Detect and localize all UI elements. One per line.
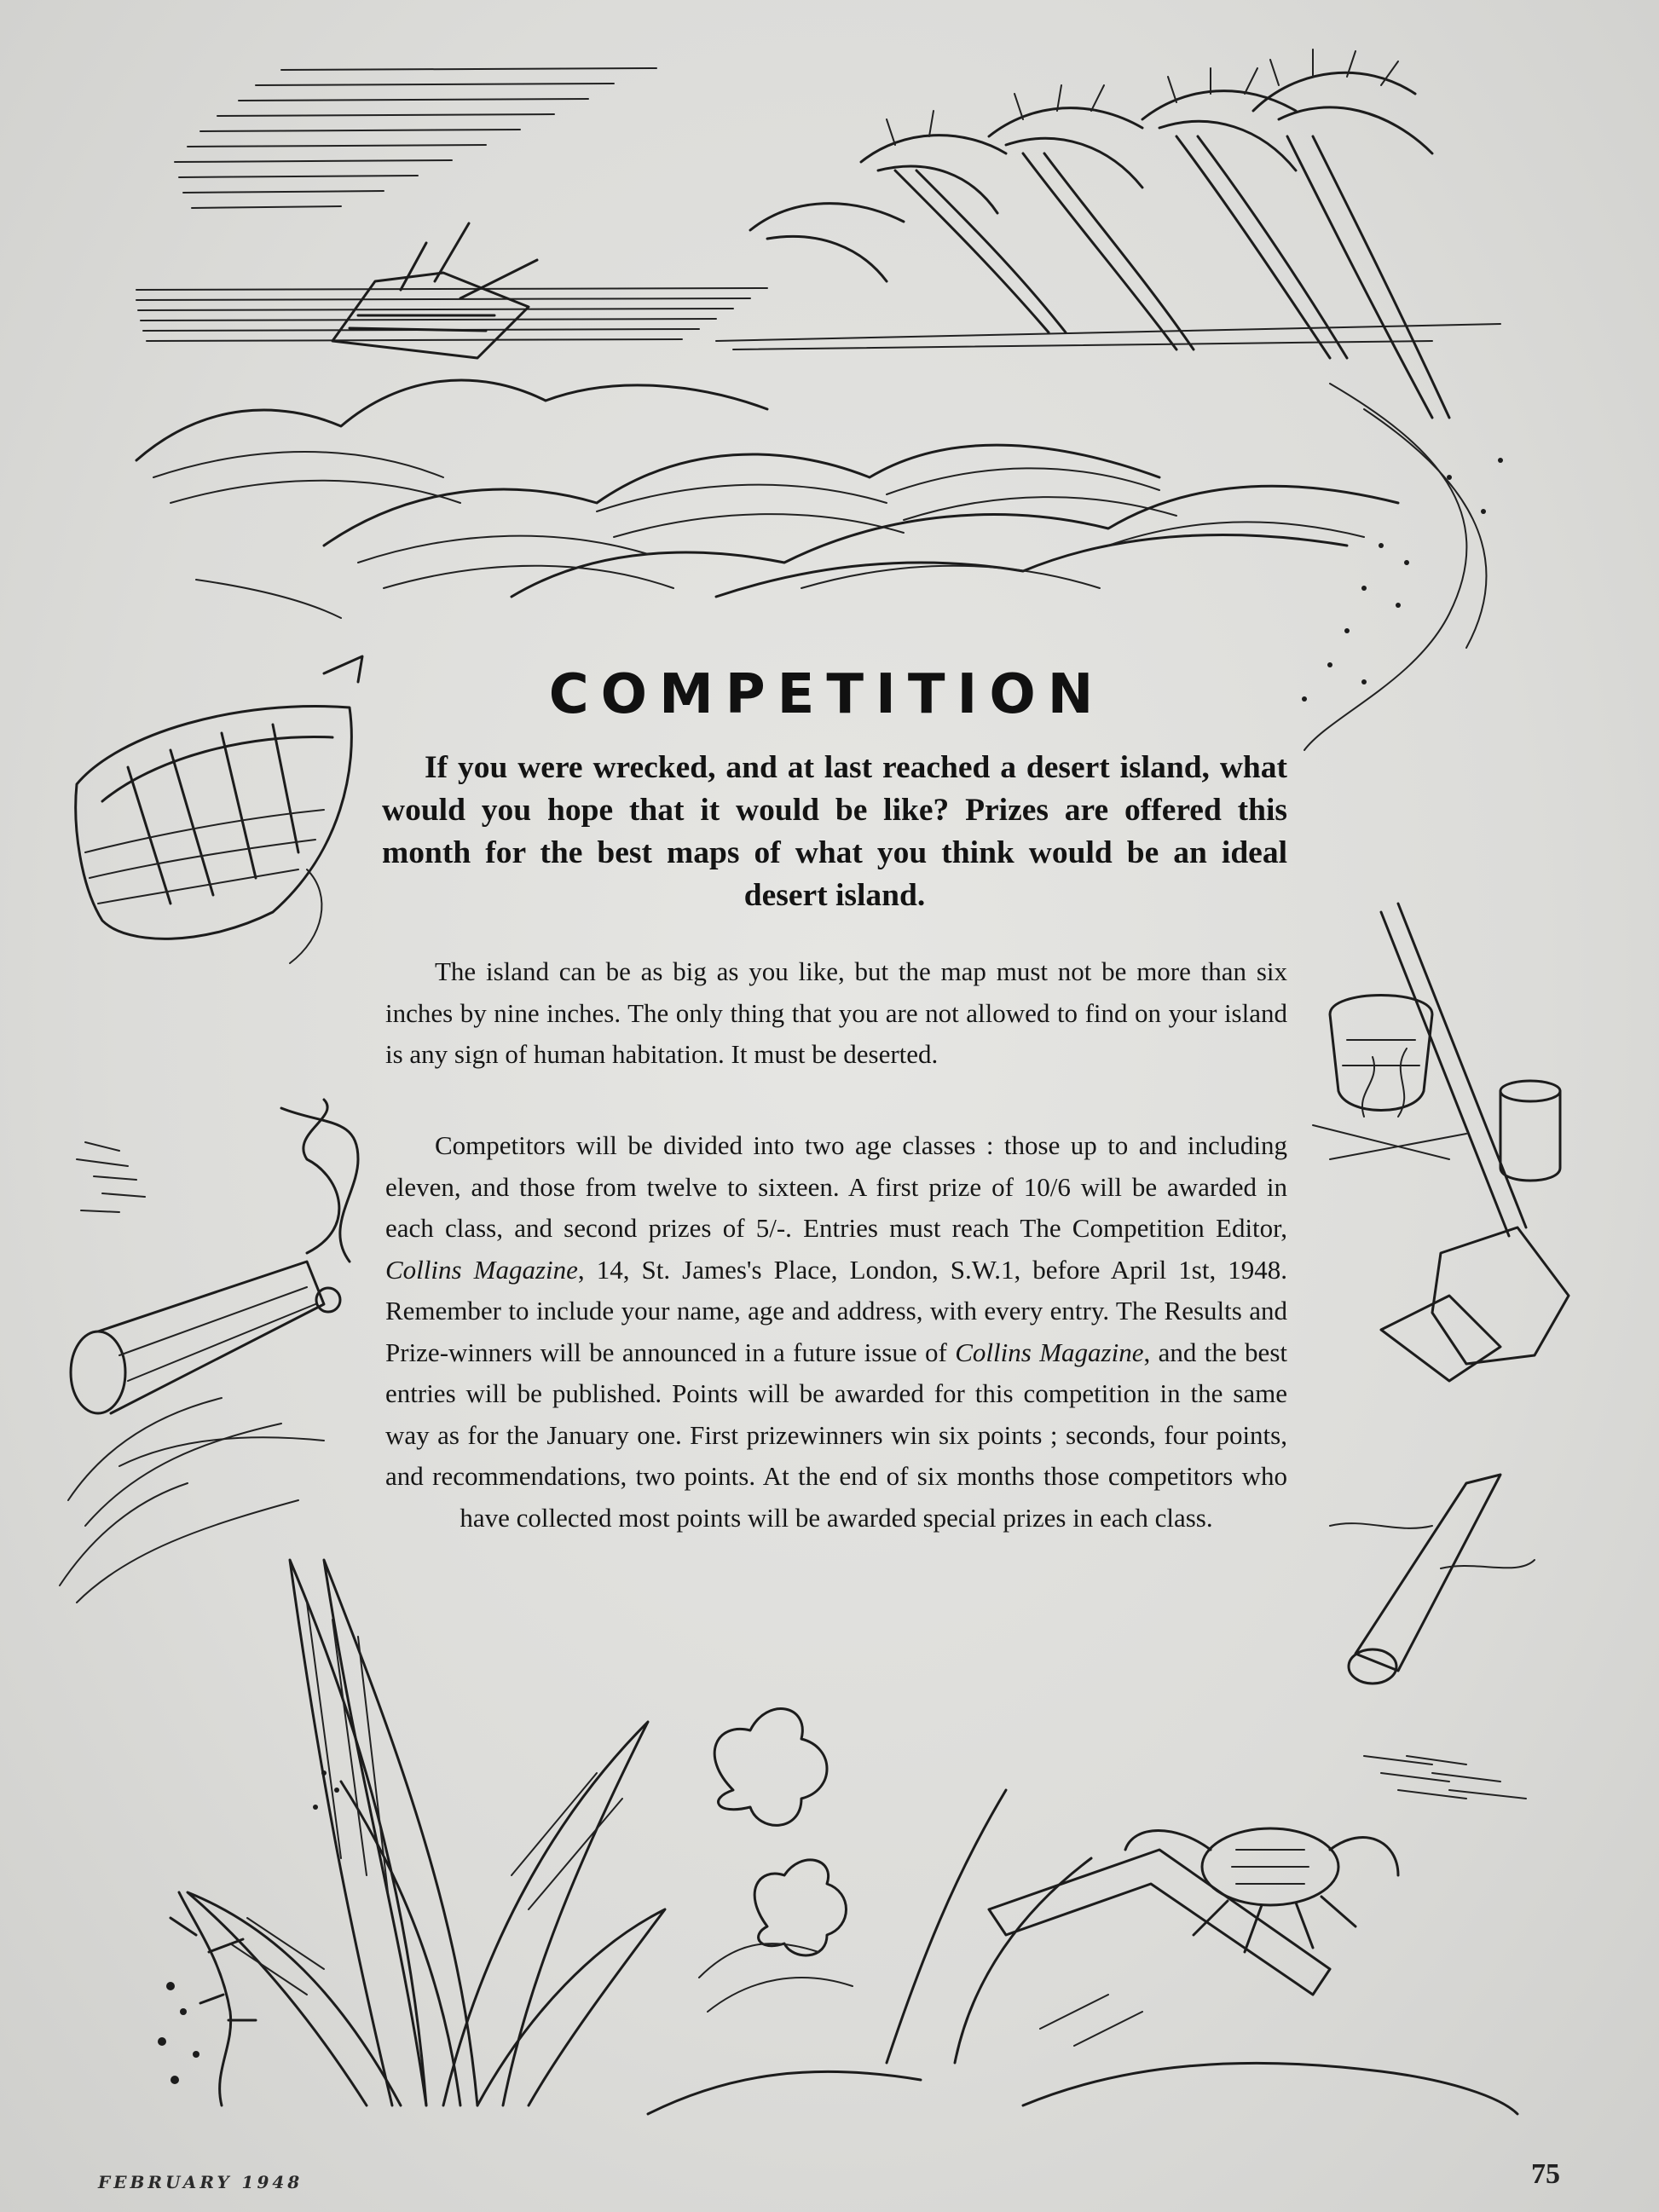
issue-date: FEBRUARY 1948 xyxy=(98,2172,303,2192)
magazine-name: Collins Magazine xyxy=(385,1254,578,1285)
intro-paragraph: If you were wrecked, and at last reached a desert island, what would you hope that it would be like? Prizes are offered this month for the best maps of what you think would be an ideal desert island. xyxy=(382,750,1287,913)
entry-details-paragraph xyxy=(385,1125,1287,1539)
rules-paragraph: The island can be as big as you like, but the map must not be more than six inches by nine inches. The only thing that you are not allowed to find on your island is any sign of human habitation. It must be deserted. xyxy=(385,956,1287,1069)
knife-illustration xyxy=(1330,1475,1535,1799)
campfire-and-pot-illustration xyxy=(1313,904,1569,1381)
log-and-rope-illustration xyxy=(60,1100,358,1603)
shipwreck-seascape-illustration xyxy=(136,49,1503,750)
entry-details-text-2: , 14, St. James's Place, London, S.W.1, before April 1st, 1948. Remember to include your name, age and address, with every entry. The Results and Prize-winners will be announced in a future issue of xyxy=(385,1254,1287,1367)
page-number: 75 xyxy=(1531,2158,1560,2190)
entry-details-text-1: Competitors will be divided into two age classes : those up to and including eleven, and those from twelve to sixteen. A first prize of 10/6 will be awarded in each class, and second prizes of 5/-. Entries must reach The Competition Editor, xyxy=(385,1130,1287,1243)
magazine-name: Collins Magazine xyxy=(955,1337,1144,1367)
entry-details-text-3: , and the best entries will be published. Points will be awarded for this competition in the same way as for the January one. First prizewinners win six points ; seconds, four points, and recommendations, two points. At the end of six months those competitors who have collected most points will be awarded special prizes in each class. xyxy=(385,1337,1287,1533)
competition-heading: COMPETITION xyxy=(548,663,1106,726)
rowing-boat-illustration xyxy=(76,656,362,963)
tropical-plants-and-crab-illustration xyxy=(158,1560,1526,2114)
